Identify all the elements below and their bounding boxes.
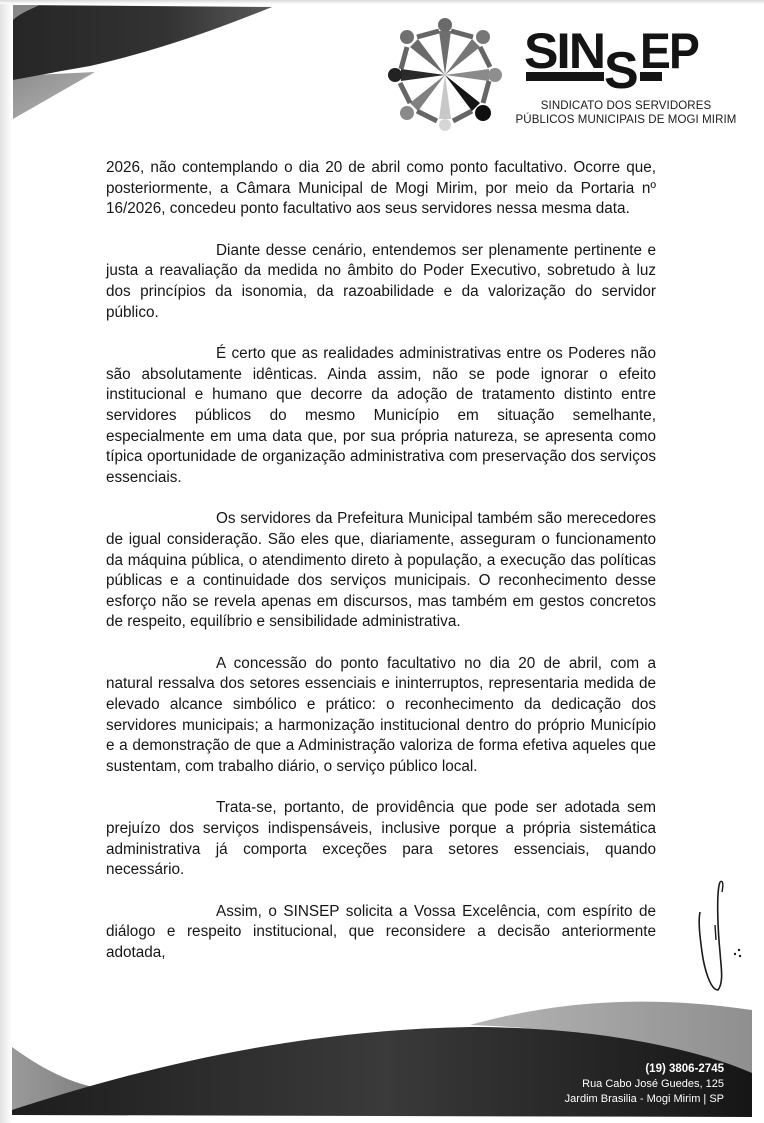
footer-phone: (19) 3806-2745 (645, 1063, 724, 1075)
sinsep-emblem-icon (386, 16, 504, 134)
union-name-line2: PÚBLICOS MUNICIPAIS DE MOGI MIRIM (515, 114, 737, 126)
footer-contact (565, 1062, 724, 1107)
wordmark-sin: SIN (524, 23, 604, 79)
emblem-head (438, 18, 452, 32)
signature-initials (694, 872, 754, 997)
emblem-head (439, 119, 451, 131)
emblem-head (488, 68, 502, 82)
paragraph: Assim, o SINSEP solicita a Vossa Excelência, com espírito de diálogo e respeito institucional, que reconsidere a decisão anteriormente adotada, (106, 902, 656, 961)
scan-page-edge (0, 0, 12, 1123)
emblem-head (388, 68, 402, 82)
signature-dot (739, 955, 741, 957)
signature-dot (738, 949, 740, 951)
signature-mark (715, 925, 716, 940)
signature-dot (734, 953, 736, 955)
emblem-figures (400, 31, 490, 121)
footer-address-line2: Jardim Brasilia - Mogi Mirim | SP (564, 1093, 724, 1105)
paragraph: Diante desse cenário, entendemos ser plenamente pertinente e justa a reavaliação da medida no âmbito do Poder Executivo, sobretudo à luz dos princípios da isonomia, da razoabilidade e da valorização do servidor público. (106, 241, 656, 321)
emblem-head (400, 106, 414, 120)
paragraph: A concessão do ponto facultativo no dia 20 de abril, com a natural ressalva dos setores essenciais e ininterruptos, representaria medida de elevado alcance simbólico e prático: o reconhecimento da dedicação dos servidores municipais; a harmonização institucional dentro do próprio Município e a demonstração de que a Administração valoriza de forma efetiva aqueles que sustentam, com trabalho diário, o serviço público local. (106, 654, 656, 775)
wordmark-s: S (604, 42, 639, 100)
header-swoosh-dark (13, 5, 272, 80)
sinsep-wordmark (522, 20, 702, 100)
emblem-head (476, 30, 490, 44)
union-name (510, 99, 742, 127)
union-name-line1: SINDICATO DOS SERVIDORES (540, 100, 712, 112)
paragraph: 2026, não contemplando o dia 20 de abril como ponto facultativo. Ocorre que, posteriormente, a Câmara Municipal de Mogi Mirim, por meio da Portaria nº 16/2026, concedeu ponto facultativo aos seus servidores nessa mesma data. (106, 159, 656, 218)
paragraph: Os servidores da Prefeitura Municipal também são merecedores de igual consideração. São eles que, diariamente, asseguram o funcionamento da máquina pública, o atendimento direto à população, a execução das políticas públicas e a continuidade dos serviços municipais. O reconhecimento desse esforço não se revela apenas em discursos, mas também em gestos concretos de respeito, equilíbrio e sensibilidade administrativa. (106, 510, 656, 631)
header-swoosh-graphic (0, 0, 290, 125)
emblem-head (475, 105, 491, 121)
wordmark-ep: EP (640, 23, 699, 79)
paragraph: Trata-se, portanto, de providência que pode ser adotada sem prejuízo dos serviços indispensáveis, inclusive porque a própria sistemática administrativa já comporta exceções para setores essenciais, quando necessário. (106, 799, 656, 879)
emblem-head (400, 30, 414, 44)
letter-body (106, 158, 656, 964)
paragraph: É certo que as realidades administrativas entre os Poderes não são absolutamente idênticas. Ainda assim, não se pode ignorar o efeito institucional e humano que decorre da adoção de tratamento distinto entre servidores públicos do mesmo Município em situação semelhante, especialmente em uma data que, por sua própria natureza, se apresenta como típica oportunidade de organização administrativa com preservação dos serviços essenciais. (106, 345, 656, 486)
header-swoosh-light (13, 72, 95, 119)
footer-address-line1: Rua Cabo José Guedes, 125 (582, 1078, 724, 1090)
signature-stroke (699, 882, 721, 990)
